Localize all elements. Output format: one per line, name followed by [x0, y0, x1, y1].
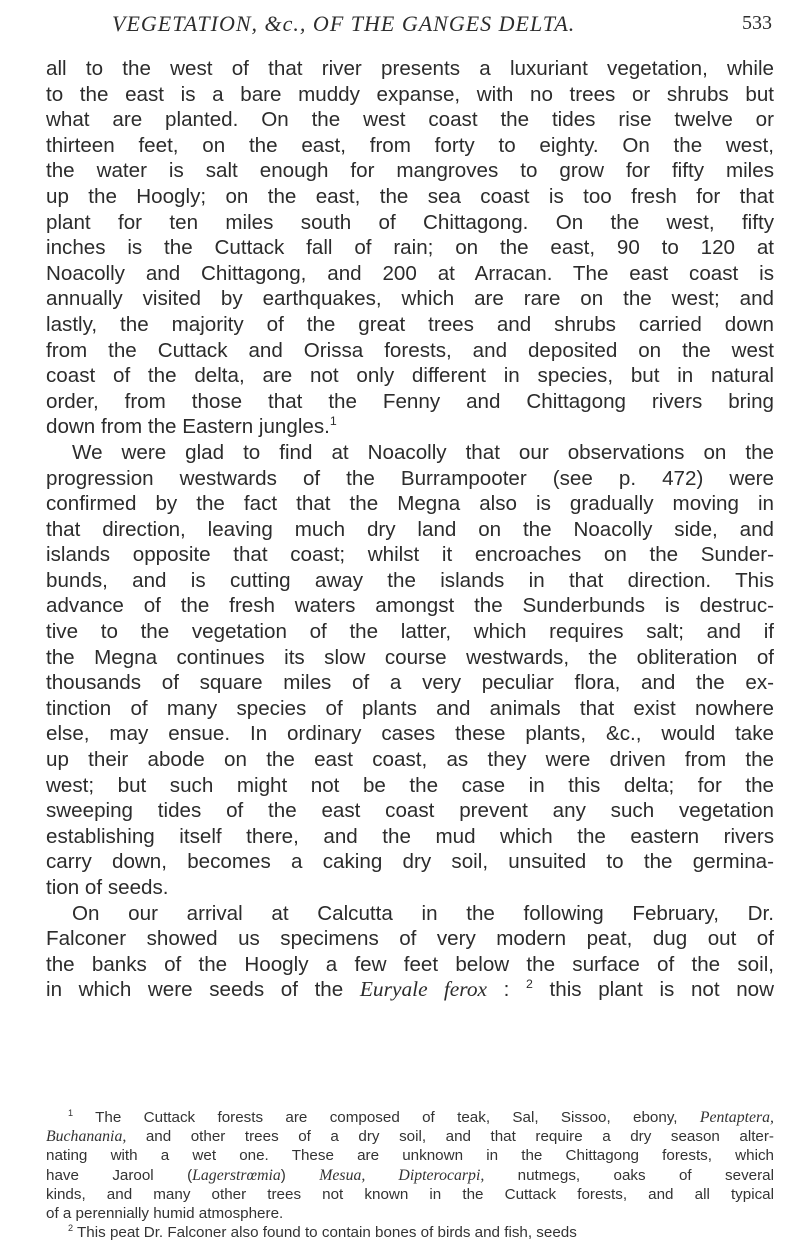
text-line: carry down, becomes a caking dry soil, unsuited to the germina-: [46, 850, 774, 874]
footnote-2: [46, 1223, 774, 1242]
paragraph-start: On our arrival at Calcutta in the following February, Dr.: [72, 901, 774, 925]
footnote-line: [46, 1166, 774, 1185]
text-line: what are planted. On the west coast the tides rise twelve or: [46, 108, 774, 132]
text-line: Noacolly and Chittagong, and 200 at Arracan. The east coast is: [46, 261, 774, 285]
footnote-ref-1: 1: [329, 414, 337, 429]
text-line: tive to the vegetation of the latter, which requires salt; and if: [46, 620, 774, 644]
footnote-marker-2: 2: [68, 1223, 74, 1234]
text-line: lastly, the majority of the great trees and shrubs carried down: [46, 312, 774, 336]
text-fragment: down from the Eastern jungles.: [46, 415, 330, 439]
footnote-text: The Cuttack forests are composed of teak, Sal, Sissoo, ebony,: [95, 1109, 700, 1126]
genus-name: Pentaptera,: [699, 1109, 774, 1126]
text-line: all to the west of that river presents a luxuriant vegetation, while: [46, 57, 774, 80]
text-line: [46, 414, 774, 440]
text-line: coast of the delta, are not only different in species, but in natural: [46, 364, 774, 388]
species-name: Euryale ferox: [359, 977, 488, 1002]
running-head: VEGETATION, &c., OF THE GANGES DELTA.: [112, 11, 576, 36]
footnote-marker-1: 1: [68, 1107, 74, 1118]
text-line: Falconer showed us specimens of very modern peat, dug out of: [46, 927, 774, 951]
text-line: the water is salt enough for mangroves to grow for fifty miles: [46, 159, 774, 183]
text-line: sweeping tides of the east coast prevent any such vegetation: [46, 799, 774, 823]
main-text: [46, 56, 774, 1003]
text-line: up their abode on the east coast, as they were driven from the: [46, 748, 774, 772]
footnote-text: nutmegs, oaks of several: [484, 1166, 774, 1184]
genus-name: Mesua, Dipterocarpi,: [319, 1166, 485, 1184]
text-line: west; but such might not be the case in this delta; for the: [46, 773, 774, 797]
text-line: bunds, and is cutting away the islands in that direction. This: [46, 568, 774, 592]
paragraph-start: We were glad to find at Noacolly that our observations on the: [72, 440, 774, 464]
text-line: order, from those that the Fenny and Chittagong rivers bring: [46, 389, 774, 413]
text-line: annually visited by earthquakes, which are rare on the west; and: [46, 287, 774, 311]
footnote-line: nating with a wet one. These are unknown in the Chittagong forests, which: [46, 1147, 774, 1165]
text-line: tion of seeds.: [46, 876, 169, 899]
text-line: tinction of many species of plants and animals that exist nowhere: [46, 696, 774, 720]
text-line: up the Hoogly; on the east, the sea coast is too fresh for that: [46, 184, 774, 208]
text-line: else, may ensue. In ordinary cases these plants, &c., would take: [46, 722, 774, 746]
genus-name: Buchanania,: [46, 1128, 127, 1146]
text-line: thirteen feet, on the east, from forty to eighty. On the west,: [46, 133, 774, 157]
text-fragment: this plant is not now: [532, 978, 775, 1002]
text-fragment: in which were seeds of the: [46, 978, 360, 1002]
footnote-1: [46, 1108, 774, 1127]
text-line: inches is the Cuttack fall of rain; on the east, 90 to 120 at: [46, 236, 774, 260]
text-line: that direction, leaving much dry land on the Noacolly side, and: [46, 517, 774, 541]
footnote-line: of a perennially humid atmosphere.: [46, 1204, 284, 1222]
text-line: the banks of the Hoogly a few feet below the surface of the soil,: [46, 952, 774, 976]
text-line: from the Cuttack and Orissa forests, and deposited on the west: [46, 338, 774, 362]
text-line: confirmed by the fact that the Megna also is gradually moving in: [46, 492, 774, 516]
footnote-line: kinds, and many other trees not known in the Cuttack forests, and all typical: [46, 1185, 774, 1203]
footnotes: [46, 1108, 774, 1242]
footnote-text: ): [280, 1166, 320, 1184]
page-number: 533: [742, 12, 772, 34]
footnote-ref-2: 2: [526, 977, 533, 992]
footnote-line: [46, 1127, 774, 1146]
text-line: islands opposite that coast; whilst it encroaches on the Sunder-: [46, 543, 774, 567]
page-header: [112, 8, 772, 40]
text-line: establishing itself there, and the mud which the eastern rivers: [46, 824, 774, 848]
footnote-text: and other trees of a dry soil, and that require a dry season alter-: [126, 1128, 774, 1146]
text-line: advance of the fresh waters amongst the Sunderbunds is destruc-: [46, 594, 774, 618]
text-line: to the east is a bare muddy expanse, with no trees or shrubs but: [46, 82, 774, 106]
footnote-text: have Jarool (: [46, 1166, 193, 1184]
text-line: in which were seeds of the Euryale ferox : $^2$ this plant is not now: [46, 977, 775, 1002]
text-line: thousands of square miles of a very peculiar flora, and the ex-: [46, 671, 774, 695]
text-line: plant for ten miles south of Chittagong. On the west, fifty: [46, 210, 774, 234]
text-line: progression westwards of the Burrampooter (see p. 472) were: [46, 466, 774, 490]
footnote-text: This peat Dr. Falconer also found to contain bones of birds and fish, seeds: [77, 1224, 577, 1242]
genus-name: Lagerstrœmia: [192, 1166, 281, 1184]
text-line: the Megna continues its slow course westwards, the obliteration of: [46, 645, 774, 669]
